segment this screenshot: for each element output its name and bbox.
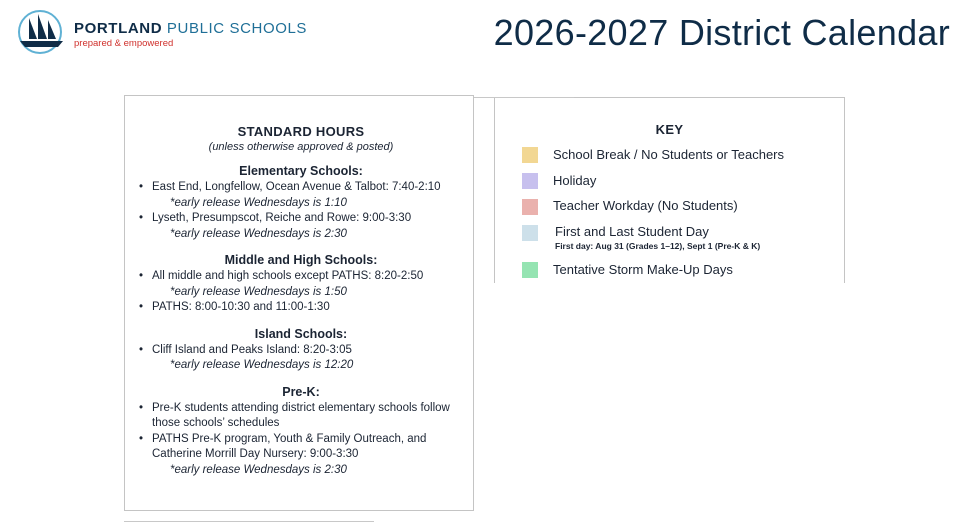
teacher-workday-label: Teacher Workday (No Students) [553, 198, 738, 213]
elementary-item: • Lyseth, Presumpscot, Reiche and Rowe: 9:00-3:30 [137, 211, 465, 227]
school-break-label: School Break / No Students or Teachers [553, 147, 784, 162]
prek-note: *early release Wednesdays is 2:30 [170, 463, 347, 476]
school-break-swatch [522, 147, 538, 163]
page-title: 2026-2027 District Calendar [493, 12, 950, 53]
storm-makeup-swatch [522, 262, 538, 278]
brand-name-bold: PORTLAND [74, 20, 163, 37]
hours-title: STANDARD HOURS [237, 124, 365, 139]
sailboat-logo-icon [16, 8, 68, 54]
divider [124, 521, 374, 522]
prek-heading: Pre-K: [282, 384, 320, 399]
elementary-heading: Elementary Schools: [239, 164, 363, 178]
island-heading: Island Schools: [254, 326, 348, 341]
prek-item: • Pre-K students attending district elementary schools follow those schools’ schedules [137, 401, 465, 432]
brand-tagline: prepared & empowered [74, 38, 174, 49]
elementary-item: • East End, Longfellow, Ocean Avenue & Talbot: 7:40-2:10 [137, 180, 465, 196]
middle-high-note: *early release Wednesdays is 1:50 [170, 285, 347, 298]
elementary-note: *early release Wednesdays is 1:10 [170, 196, 347, 209]
first-last-day-label: First and Last Student Day [555, 224, 709, 239]
teacher-workday-swatch [522, 199, 538, 215]
first-last-day-swatch [522, 225, 538, 241]
divider [474, 97, 574, 98]
standard-hours-panel [124, 95, 474, 511]
first-day-note: First day: Aug 31 (Grades 1–12), Sept 1 (Pre-K & K) [555, 241, 761, 251]
prek-item: • PATHS Pre-K program, Youth & Family Outreach, and Catherine Morrill Day Nursery: 9:00-3:30 [137, 432, 465, 463]
storm-makeup-label: Tentative Storm Make-Up Days [553, 262, 733, 277]
holiday-label: Holiday [553, 173, 597, 188]
middle-high-item: • All middle and high schools except PATHS: 8:20-2:50 [137, 269, 465, 285]
island-note: *early release Wednesdays is 12:20 [170, 359, 354, 371]
brand-name [74, 21, 307, 36]
middle-high-item: • PATHS: 8:00-10:30 and 11:00-1:30 [137, 300, 465, 316]
key-title: KEY [655, 122, 684, 137]
key-panel [494, 97, 845, 283]
elementary-note: *early release Wednesdays is 2:30 [170, 227, 347, 240]
hours-subtitle: (unless otherwise approved & posted) [208, 141, 394, 153]
brand-name-light: PUBLIC SCHOOLS [166, 20, 308, 37]
brand [74, 21, 307, 49]
island-item: • Cliff Island and Peaks Island: 8:20-3:05 [137, 343, 465, 359]
holiday-swatch [522, 173, 538, 189]
middle-high-heading: Middle and High Schools: [224, 253, 378, 267]
